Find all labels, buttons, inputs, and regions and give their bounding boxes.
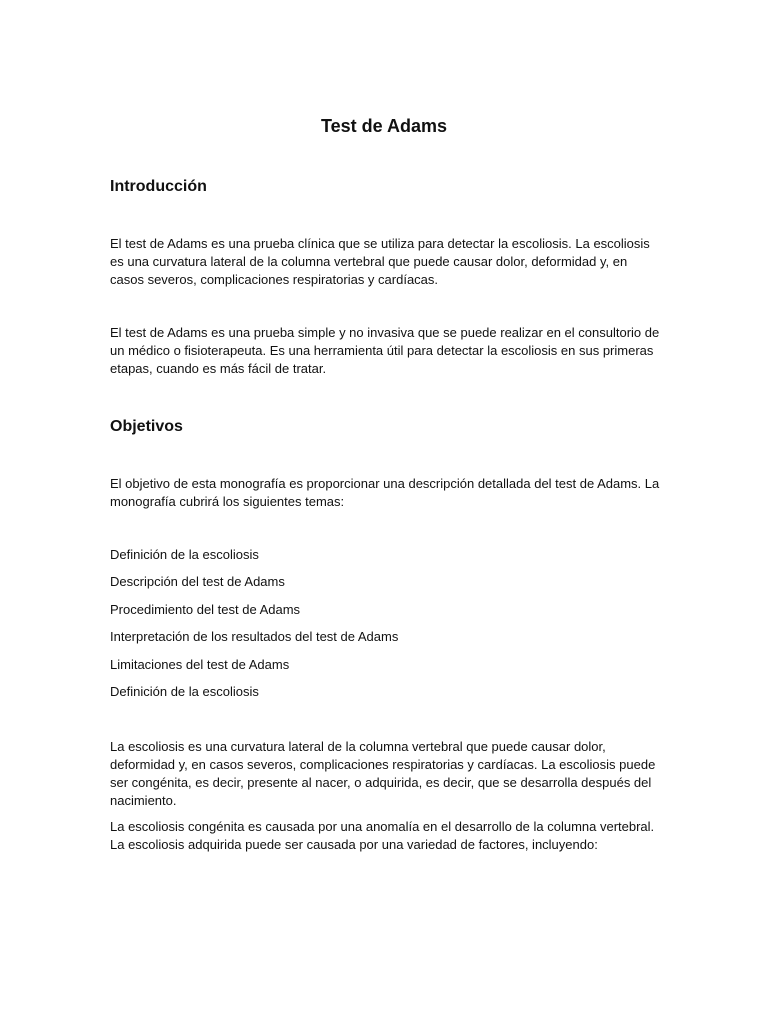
list-item: Descripción del test de Adams (110, 574, 285, 590)
escoliosis-paragraph-1: La escoliosis es una curvatura lateral de la columna vertebral que puede causar dolor, deformidad y, en casos severos, complicaciones respiratorias y cardíacas. La escoliosis puede ser congénita, es decir, presente al nacer, o adquirida, es decir, que se desarrolla después del nacimiento. (110, 739, 656, 808)
list-item: Definición de la escoliosis (110, 683, 259, 699)
list-item: Interpretación de los resultados del test de Adams (110, 629, 399, 645)
section-heading-introduccion: Introducción (110, 178, 207, 195)
intro-paragraph-1: El test de Adams es una prueba clínica que se utiliza para detectar la escoliosis. La escoliosis es una curvatura lateral de la columna vertebral que puede causar dolor, deformidad y, en casos severos, complicaciones respiratorias y cardíacas. (110, 236, 650, 287)
intro-paragraph-2: El test de Adams es una prueba simple y no invasiva que se puede realizar en el consultorio de un médico o fisioterapeuta. Es una herramienta útil para detectar la escoliosis en sus primeras etapas, cuando es más fácil de tratar. (110, 325, 660, 376)
topics-list (110, 546, 398, 710)
list-item: Definición de la escoliosis (110, 547, 259, 562)
list-item: Procedimiento del test de Adams (110, 601, 301, 617)
list-item: Limitaciones del test de Adams (110, 656, 290, 672)
section-heading-objetivos: Objetivos (110, 418, 183, 435)
objetivos-paragraph: El objetivo de esta monografía es proporcionar una descripción detallada del test de Adams. La monografía cubrirá los siguientes temas: (110, 476, 660, 509)
document-title: Test de Adams (320, 116, 448, 136)
escoliosis-paragraph-2: La escoliosis congénita es causada por una anomalía en el desarrollo de la columna vertebral. La escoliosis adquirida puede ser causada por una variedad de factores, incluyendo: (110, 819, 655, 852)
